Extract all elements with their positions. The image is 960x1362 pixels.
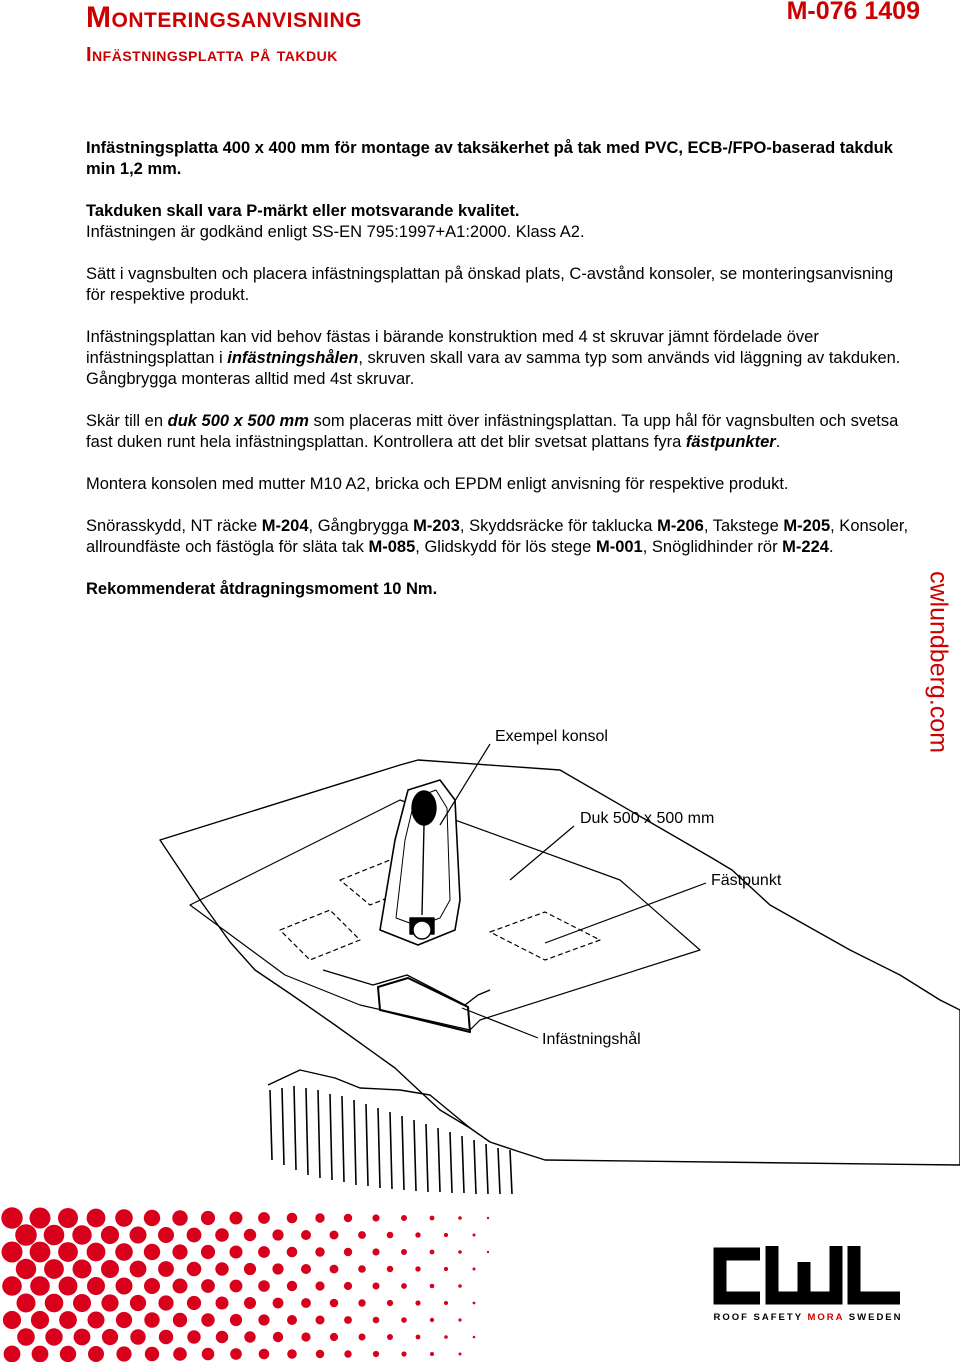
decor-dot — [15, 1224, 37, 1246]
decor-dot — [487, 1217, 489, 1219]
decor-dot — [2, 1276, 22, 1296]
decor-dot — [430, 1352, 434, 1356]
decor-dot — [444, 1267, 448, 1271]
decor-dot — [4, 1346, 21, 1362]
decor-dot — [401, 1317, 407, 1323]
intro-paragraph: Infästningsplatta 400 x 400 mm för montage av taksäkerhet på tak med PVC, ECB-/FPO-baserad takduk min 1,2 mm. — [86, 139, 893, 178]
product-text: . — [828, 538, 834, 556]
decor-dot — [372, 1214, 379, 1221]
decor-dot — [60, 1346, 76, 1362]
product-text: Snörasskydd, NT räcke — [86, 517, 262, 535]
decor-dot — [116, 1346, 131, 1361]
decor-dot — [430, 1216, 435, 1221]
callout-fastening-holes: Infästningshål — [542, 1031, 641, 1048]
decor-dot — [201, 1245, 215, 1259]
decor-dot — [458, 1250, 462, 1254]
decor-dot — [58, 1242, 78, 1262]
decor-dot — [145, 1347, 159, 1361]
decor-dot — [387, 1266, 393, 1272]
decor-dot — [230, 1212, 243, 1225]
decor-dot — [216, 1331, 228, 1343]
decor-dot — [344, 1316, 352, 1324]
decor-dot — [144, 1210, 160, 1226]
decor-dot — [17, 1328, 35, 1346]
decor-dot — [158, 1227, 174, 1243]
decor-dot — [30, 1208, 51, 1229]
decor-dot — [87, 1209, 106, 1228]
cwl-logo-mark — [708, 1240, 908, 1310]
torque-note: Rekommenderat åtdragningsmoment 10 Nm. — [86, 580, 438, 598]
decor-dot — [144, 1244, 160, 1260]
decor-dot — [173, 1347, 187, 1361]
decor-dot — [244, 1229, 256, 1241]
decor-dot — [273, 1332, 283, 1342]
decor-dot — [44, 1225, 65, 1246]
decor-dot — [473, 1336, 476, 1339]
decor-dot — [244, 1297, 256, 1309]
logo-tagline — [708, 1312, 908, 1323]
decor-dot — [215, 1262, 228, 1275]
product-text: , Snöglidhinder rör — [642, 538, 783, 556]
decor-dot — [59, 1277, 78, 1296]
decor-dot — [430, 1284, 435, 1289]
decor-dot — [230, 1280, 243, 1293]
decor-dot — [130, 1295, 146, 1311]
decor-dot — [187, 1330, 200, 1343]
fastening-holes-term: infästningshålen — [227, 349, 359, 367]
decor-dot — [444, 1233, 448, 1237]
decor-dot — [473, 1302, 476, 1305]
decor-dot — [158, 1295, 173, 1310]
decor-dot — [358, 1265, 366, 1273]
decor-dot — [358, 1299, 365, 1306]
callout-fastening-point: Fästpunkt — [711, 872, 782, 889]
decor-dot — [101, 1294, 118, 1311]
decor-dot — [458, 1318, 461, 1321]
decor-dot — [244, 1263, 256, 1275]
decor-dot — [387, 1232, 394, 1239]
console-paragraph: Montera konsolen med mutter M10 A2, bricka och EPDM enligt anvisning för respektive produkt. — [86, 475, 789, 493]
fastening-points-term: fästpunkter — [685, 433, 776, 451]
decor-dot — [16, 1259, 36, 1279]
decor-dot — [401, 1215, 407, 1221]
decor-dot — [316, 1350, 324, 1358]
decor-dot — [173, 1313, 187, 1327]
decor-dot — [315, 1247, 324, 1256]
callout-membrane: Duk 500 x 500 mm — [580, 810, 715, 827]
decor-dot — [102, 1329, 118, 1345]
decor-dot — [258, 1246, 270, 1258]
decor-dot — [32, 1346, 49, 1362]
tagline-mora: MORA — [807, 1312, 845, 1323]
decor-dot — [259, 1349, 270, 1360]
decor-dot — [1, 1207, 22, 1228]
decor-dot — [401, 1283, 407, 1289]
decor-dot — [258, 1212, 270, 1224]
decor-dot — [130, 1227, 147, 1244]
decor-dot — [101, 1226, 119, 1244]
decor-dot — [116, 1278, 133, 1295]
decor-dot — [330, 1333, 338, 1341]
decor-dot — [416, 1335, 421, 1340]
page-title: Monteringsanvisning — [86, 1, 363, 34]
decor-dot — [458, 1216, 462, 1220]
placement-paragraph: Sätt i vagnsbulten och placera infästningsplattan på önskad plats, C-avstånd konsoler, se monteringsanvisning för respektive produkt. — [86, 265, 894, 304]
decor-dot — [230, 1348, 242, 1360]
product-code: M-205 — [783, 517, 831, 535]
decor-dot — [401, 1249, 407, 1255]
decor-dot — [373, 1351, 379, 1357]
decor-dot — [2, 1242, 23, 1263]
decor-dot — [187, 1228, 202, 1243]
quality-line: Takduken skall vara P-märkt eller motsvarande kvalitet. — [86, 202, 520, 220]
decor-dot — [144, 1278, 160, 1294]
product-text: , Takstege — [703, 517, 784, 535]
decor-dot — [415, 1266, 420, 1271]
product-code: M-001 — [595, 538, 643, 556]
decor-dot — [258, 1314, 269, 1325]
decor-dot — [330, 1299, 339, 1308]
decor-dot — [358, 1231, 366, 1239]
decor-dot — [344, 1282, 352, 1290]
decor-dot — [401, 1351, 406, 1356]
decor-dot — [201, 1211, 215, 1225]
product-code: M-204 — [261, 517, 309, 535]
decor-dot — [287, 1349, 297, 1359]
product-text: , Gångbrygga — [308, 517, 414, 535]
decor-dot — [215, 1228, 229, 1242]
decor-dot — [72, 1225, 91, 1244]
decor-dot — [330, 1231, 339, 1240]
decor-dot — [201, 1279, 215, 1293]
decor-dot — [315, 1281, 324, 1290]
decor-dot — [144, 1312, 159, 1327]
decor-dot — [287, 1213, 298, 1224]
product-text: , Konsoler, allroundfäste och fästögla för släta tak — [86, 517, 909, 556]
decor-dot — [287, 1315, 297, 1325]
callout-example-console: Exempel konsol — [495, 728, 608, 745]
product-text: , Glidskydd för lös stege — [415, 538, 596, 556]
decor-dot — [330, 1265, 339, 1274]
decor-dot — [387, 1334, 393, 1340]
decor-dot — [115, 1243, 133, 1261]
decor-dot — [415, 1232, 420, 1237]
decor-dot — [130, 1261, 147, 1278]
decor-dot — [201, 1313, 214, 1326]
decor-dot — [230, 1314, 242, 1326]
decor-dot — [88, 1346, 104, 1362]
decor-dot — [415, 1300, 420, 1305]
decor-dot — [30, 1276, 50, 1296]
decor-dot — [301, 1230, 311, 1240]
decor-dot — [301, 1298, 311, 1308]
decor-dot — [30, 1242, 51, 1263]
product-code: M-085 — [368, 538, 416, 556]
decor-dot — [244, 1331, 255, 1342]
decor-dot — [473, 1268, 476, 1271]
product-code: M-203 — [413, 517, 460, 535]
decor-dot — [130, 1329, 145, 1344]
membrane-size-term: duk 500 x 500 mm — [167, 412, 309, 430]
decor-dot — [115, 1209, 133, 1227]
decor-dot — [158, 1261, 174, 1277]
decor-dot — [344, 1350, 351, 1357]
decor-dot — [272, 1229, 283, 1240]
product-text: , Skyddsräcke för taklucka — [459, 517, 658, 535]
decor-dot — [287, 1247, 298, 1258]
decor-dot — [273, 1298, 284, 1309]
decor-dot — [487, 1251, 489, 1253]
decor-dot — [315, 1213, 324, 1222]
cwl-logo — [708, 1240, 908, 1330]
decor-dot — [59, 1311, 77, 1329]
decor-dot — [344, 1214, 352, 1222]
decor-dot — [230, 1246, 243, 1259]
decor-dot — [74, 1329, 91, 1346]
decor-dot — [444, 1301, 448, 1305]
decor-dot — [45, 1294, 64, 1313]
fastening-text-end: , skruven skall vara av samma typ som används vid läggning av takduken. Gångbrygga monteras alltid med 4st skruvar. — [86, 349, 901, 388]
decor-dot — [187, 1296, 201, 1310]
decor-dot — [359, 1334, 366, 1341]
website-text: cwlundberg.com — [924, 570, 953, 754]
decor-dot — [272, 1263, 283, 1274]
decor-dot — [430, 1250, 435, 1255]
decor-dot — [344, 1248, 352, 1256]
decor-dot — [187, 1262, 202, 1277]
membrane-text-end: . — [775, 433, 781, 451]
page-subtitle: Infästningsplatta på takduk — [86, 44, 338, 66]
decor-dot — [430, 1318, 434, 1322]
decor-dot — [301, 1264, 311, 1274]
decor-dot — [17, 1294, 36, 1313]
membrane-text: Skär till en — [86, 412, 168, 430]
decor-dot — [31, 1311, 49, 1329]
decor-dot — [444, 1335, 448, 1339]
decor-dot — [73, 1260, 92, 1279]
document-code: M-076 1409 — [786, 0, 920, 25]
tagline-part: ROOF SAFETY — [713, 1312, 808, 1323]
product-code: M-206 — [657, 517, 704, 535]
decor-dot — [44, 1259, 64, 1279]
decor-dot — [45, 1328, 62, 1345]
decor-dot — [258, 1280, 270, 1292]
decor-dot — [372, 1248, 379, 1255]
decor-dot — [172, 1210, 187, 1225]
decor-dot — [173, 1279, 188, 1294]
fastening-text: Infästningsplattan kan vid behov fästas i bärande konstruktion med 4 st skruvar jämnt fördelade över infästningsplattan i — [86, 328, 819, 367]
decor-dot — [287, 1281, 297, 1291]
decor-dot — [301, 1332, 310, 1341]
membrane-text-mid: som placeras mitt över infästningsplattan. Ta upp hål för vagnsbulten och svetsa fast duken runt hela infästningsplattan. Kontrollera att det blir svetsat plattans fyra — [86, 412, 899, 451]
decor-dot — [101, 1260, 119, 1278]
decor-dot — [87, 1277, 105, 1295]
tagline-part: SWEDEN — [844, 1312, 903, 1323]
decor-dot — [458, 1284, 462, 1288]
decor-dot — [3, 1311, 21, 1329]
decor-dot — [387, 1300, 393, 1306]
decor-dot — [473, 1234, 476, 1237]
approval-line: Infästningen är godkänd enligt SS-EN 795:1997+A1:2000. Klass A2. — [86, 223, 585, 241]
decor-dot — [73, 1294, 91, 1312]
decor-dot — [459, 1353, 462, 1356]
decor-dot — [202, 1348, 215, 1361]
decor-dot — [116, 1312, 132, 1328]
decor-dot — [373, 1283, 380, 1290]
decor-dot — [373, 1317, 380, 1324]
decor-dot — [159, 1330, 173, 1344]
decor-dot — [87, 1243, 106, 1262]
decor-dot — [88, 1312, 105, 1329]
decor-dot — [316, 1316, 325, 1325]
decor-dot — [216, 1297, 229, 1310]
decor-dot — [172, 1244, 187, 1259]
product-code: M-224 — [782, 538, 829, 556]
decor-dot — [58, 1208, 78, 1228]
